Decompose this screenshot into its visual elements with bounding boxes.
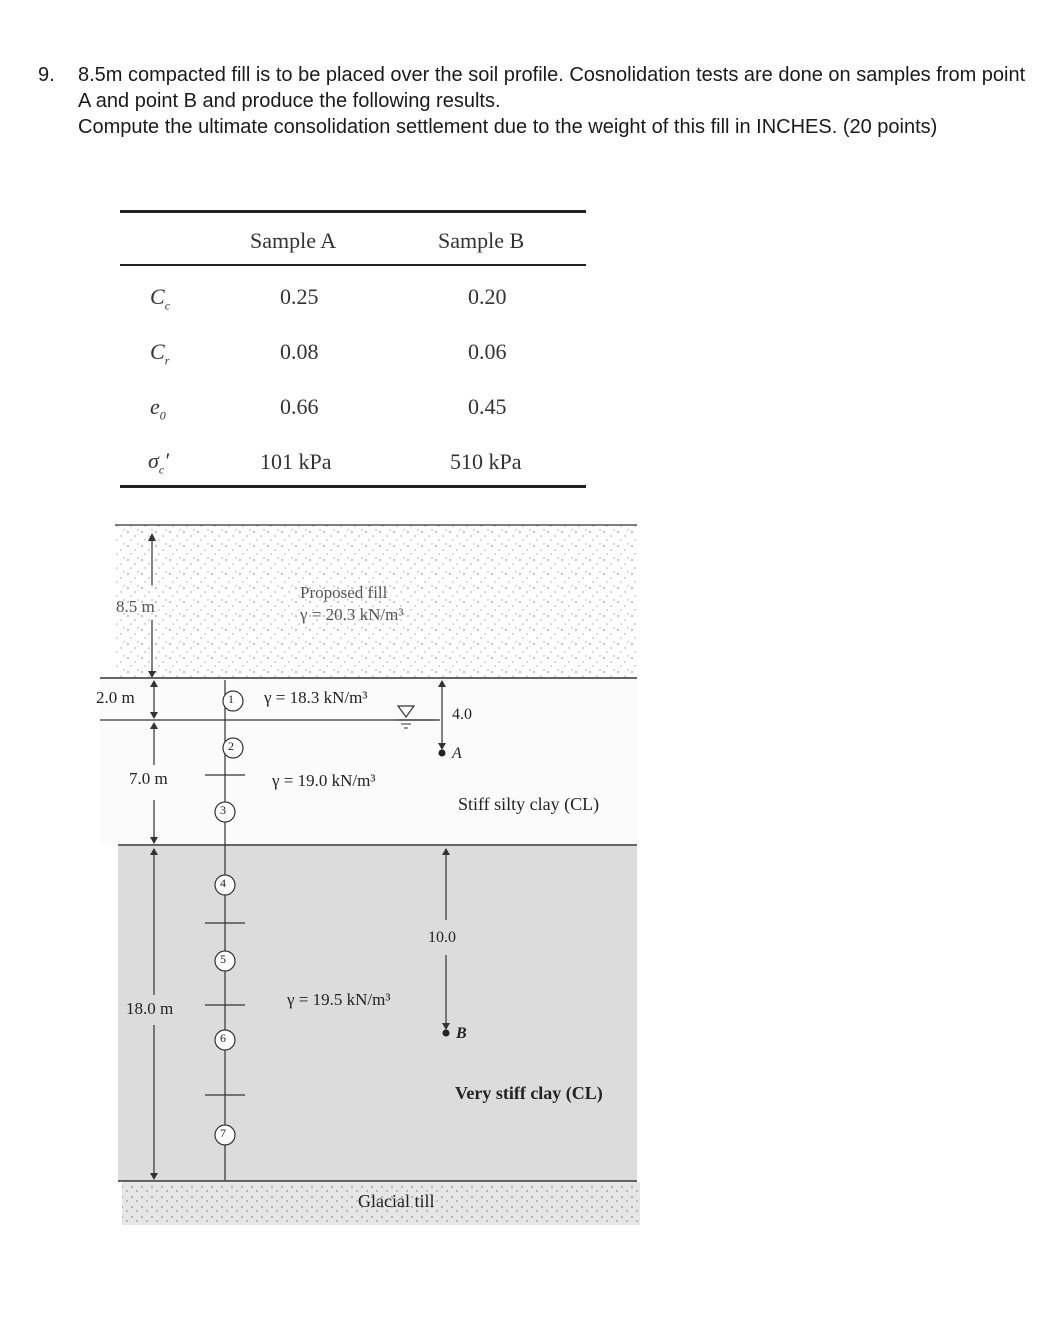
header-sample-a: Sample A	[250, 228, 337, 253]
sublayer-7-number: 7	[220, 1126, 226, 1140]
very-stiff-clay-label: Very stiff clay (CL)	[455, 1083, 603, 1103]
symbol-sigma-c: $\sigma_c'$	[148, 448, 169, 477]
question-text	[78, 62, 1028, 140]
sigma-c-sample-a: 101 kPa	[260, 449, 332, 474]
symbol-e0: $e_0$	[150, 394, 166, 423]
cc-sample-b: 0.20	[468, 284, 507, 309]
point-a-marker	[439, 750, 446, 757]
header-sample-b: Sample B	[438, 228, 525, 253]
fill-thickness-label: 8.5 m	[116, 597, 155, 616]
cc-sample-a: 0.25	[280, 284, 319, 309]
layer2-thickness-label: 7.0 m	[129, 769, 168, 788]
sigma-c-sample-b: 510 kPa	[450, 449, 522, 474]
sublayer-2-number: 2	[228, 739, 234, 753]
point-b-label: B	[456, 1025, 467, 1042]
e0-sample-b: 0.45	[468, 394, 507, 419]
symbol-cr: $C_r$	[150, 339, 170, 368]
question-line-2: Compute the ultimate consolidation settlement due to the weight of this fill in INCHES. (20 points)	[78, 116, 938, 138]
point-a-label: A	[452, 745, 462, 762]
cr-sample-a: 0.08	[280, 339, 319, 364]
table-bottom-rule	[120, 485, 586, 488]
sublayer-5-number: 5	[220, 952, 226, 966]
layer1-unit-weight: γ = 18.3 kN/m³	[264, 688, 368, 707]
table-top-rule	[120, 210, 586, 213]
sublayer-4-number: 4	[220, 876, 226, 890]
glacial-till-label: Glacial till	[358, 1191, 435, 1211]
layer1-thickness-label: 2.0 m	[96, 688, 135, 707]
soil-profile	[0, 515, 1039, 1235]
e0-sample-a: 0.66	[280, 394, 319, 419]
cr-sample-b: 0.06	[468, 339, 507, 364]
depth-to-b-label: 10.0	[428, 929, 456, 946]
fill-label: Proposed fill	[300, 583, 388, 602]
symbol-cc: $C_c$	[150, 284, 171, 313]
layer2-unit-weight: γ = 19.0 kN/m³	[272, 771, 376, 790]
sublayer-6-number: 6	[220, 1031, 226, 1045]
fill-unit-weight: γ = 20.3 kN/m³	[300, 605, 404, 624]
sublayer-3-number: 3	[220, 803, 226, 817]
very-stiff-clay-layer	[118, 846, 637, 1181]
stiff-clay-layer	[100, 679, 637, 845]
question-line-1: 8.5m compacted fill is to be placed over the soil profile. Cosnolidation tests are done on samples from point A and point B and produce the following results.	[78, 64, 1026, 112]
soil-profile-drawing	[0, 515, 1039, 1235]
layer3-unit-weight: γ = 19.5 kN/m³	[287, 990, 391, 1009]
stiff-silty-clay-label: Stiff silty clay (CL)	[458, 794, 600, 814]
sublayer-1-number: 1	[228, 692, 234, 706]
results-table	[120, 208, 586, 490]
table-header-rule	[120, 264, 586, 266]
point-b-marker	[443, 1030, 450, 1037]
depth-to-a-label: 4.0	[452, 706, 472, 723]
question-number: 9.	[38, 64, 55, 86]
layer3-thickness-label: 18.0 m	[126, 999, 174, 1018]
